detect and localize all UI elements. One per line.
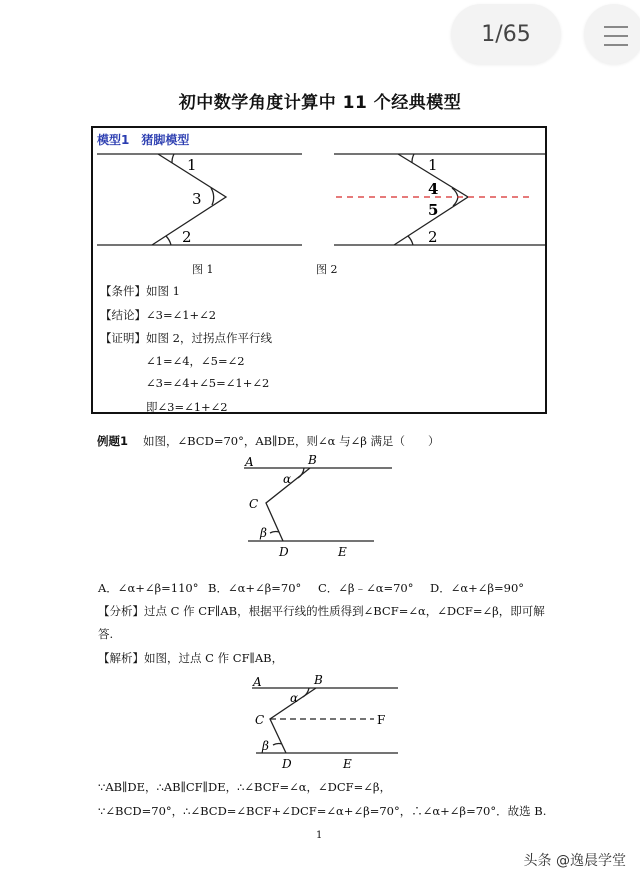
fig2-angle-1: 1 [428, 156, 438, 174]
label-alpha: α [283, 472, 292, 486]
label-B: B [308, 453, 317, 467]
solution-line: ∵AB∥DE，∴AB∥CF∥DE，∴∠BCF=∠α，∠DCF=∠β， [98, 780, 392, 794]
sol-label-beta: β [262, 739, 269, 753]
condition-text: 【条件】如图 1 [100, 284, 180, 298]
figure-2 [334, 154, 545, 245]
watermark: 头条 @逸晨学堂 [523, 853, 626, 869]
proof-line: ∠3=∠4+∠5=∠1+∠2 [146, 376, 270, 390]
sol-label-E: E [343, 757, 352, 771]
solution-line: ∵∠BCD=70°，∴∠BCD=∠BCF+∠DCF=∠α+∠β=70°，∴∠α+∠β=70°．故选 B. [98, 804, 547, 818]
conclusion-text: 【结论】∠3=∠1+∠2 [100, 308, 217, 322]
page-number: 1 [316, 830, 323, 841]
option-a: A．∠α+∠β=110° [98, 581, 199, 595]
sol-label-C: C [255, 713, 265, 727]
label-beta: β [260, 526, 267, 540]
proof-line: ∠1=∠4，∠5=∠2 [146, 354, 245, 368]
model-heading: 模型1 猪脚模型 [97, 133, 190, 147]
example-title: 例题1 [97, 434, 129, 448]
label-A: A [245, 455, 254, 469]
sol-label-B: B [314, 673, 323, 687]
option-c: C．∠β﹣∠α=70° [318, 581, 414, 595]
solution-intro: 【解析】如图，过点 C 作 CF∥AB， [98, 651, 284, 665]
fig1-angle-1: 1 [187, 156, 197, 174]
sol-label-alpha: α [290, 691, 299, 705]
analysis-text: 【分析】过点 C 作 CF∥AB，根据平行线的性质得到∠BCF=∠α，∠DCF=∠β，即可解 [98, 604, 545, 618]
label-E: E [338, 545, 347, 559]
option-b: B．∠α+∠β=70° [208, 581, 302, 595]
fig2-angle-2: 2 [428, 228, 438, 246]
document-title: 初中数学角度计算中 11 个经典模型 [178, 93, 462, 113]
fig2-angle-5: 5 [428, 201, 439, 219]
sol-label-D: D [282, 757, 292, 771]
proof-line: 即∠3=∠1+∠2 [146, 400, 228, 414]
option-d: D．∠α+∠β=90° [430, 581, 525, 595]
label-D: D [279, 545, 289, 559]
example-question: 如图，∠BCD=70°，AB∥DE，则∠α 与∠β 满足（ ） [143, 434, 440, 448]
proof-text: 【证明】如图 2，过拐点作平行线 [100, 331, 272, 345]
fig2-angle-4: 4 [428, 180, 439, 198]
figure-1-caption: 图 1 [192, 263, 214, 276]
fig1-angle-3: 3 [192, 190, 202, 208]
sol-label-A: A [253, 675, 262, 689]
sol-label-F: F [377, 713, 386, 727]
figure-2-caption: 图 2 [316, 263, 338, 276]
label-C: C [249, 497, 259, 511]
fig1-angle-2: 2 [182, 228, 192, 246]
analysis-text-cont: 答. [98, 627, 114, 641]
page-indicator[interactable]: 1/65 [451, 4, 561, 64]
